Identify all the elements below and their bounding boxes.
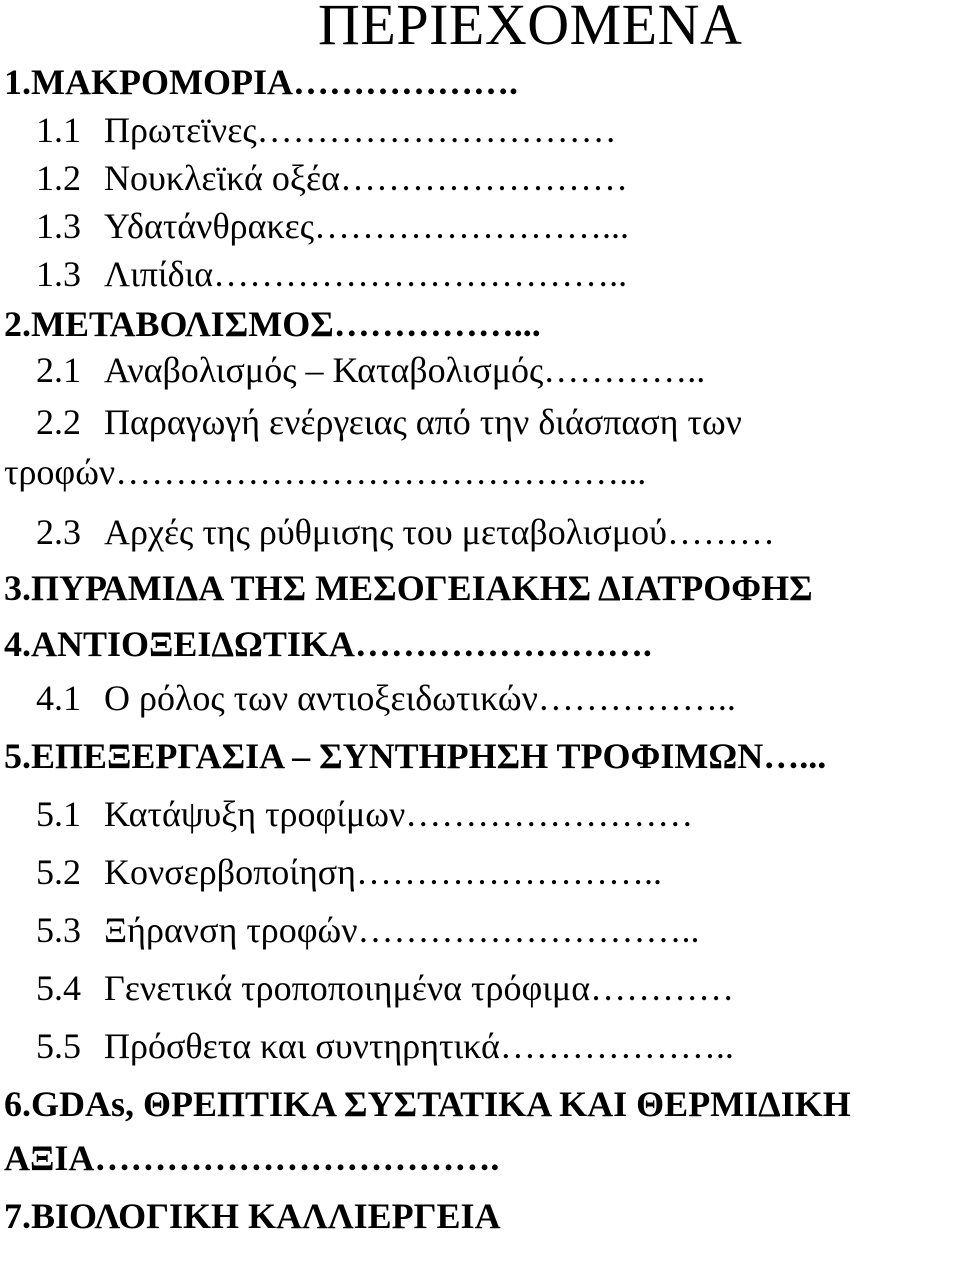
toc-entry bbox=[36, 110, 617, 150]
toc-entry-leader: …………………….. bbox=[356, 852, 662, 892]
toc-entry bbox=[36, 402, 742, 442]
toc-entry bbox=[4, 1196, 501, 1236]
toc-entry bbox=[4, 624, 652, 664]
toc-entry-label: Υδατάνθρακες bbox=[104, 206, 315, 246]
toc-entry-leader: ……………………. bbox=[354, 624, 652, 664]
toc-entry bbox=[4, 1138, 499, 1178]
toc-entry-number: 1.2 bbox=[36, 158, 81, 198]
toc-entry-number: 5.2 bbox=[36, 852, 81, 892]
toc-entry-label: ΑΝΤΙΟΞΕΙΔΩΤΙΚΑ bbox=[31, 624, 355, 664]
toc-entry-label: Κονσερβοποίηση bbox=[104, 852, 356, 892]
toc-entry-number: 1.1 bbox=[36, 110, 81, 150]
toc-entry-leader: …………….. bbox=[537, 678, 736, 718]
toc-entry-label: Ο ρόλος των αντιοξειδωτικών bbox=[104, 678, 538, 718]
toc-entry-leader: ………………. bbox=[292, 62, 518, 102]
toc-entry bbox=[36, 1026, 734, 1066]
toc-entry-leader: …... bbox=[763, 736, 827, 776]
toc-entry-label: ΠΥΡΑΜΙΔΑ ΤΗΣ ΜΕΣΟΓΕΙΑΚΗΣ ΔΙΑΤΡΟΦΗΣ bbox=[31, 568, 813, 608]
toc-entry bbox=[36, 678, 736, 718]
toc-entry-leader: ……… bbox=[666, 512, 775, 552]
toc-entry-label: Γενετικά τροποποιημένα τρόφιμα bbox=[104, 968, 591, 1008]
toc-entry-leader: ……………….. bbox=[499, 1026, 734, 1066]
toc-entry-leader: ……………………….. bbox=[357, 910, 700, 950]
toc-entry-number: 7. bbox=[4, 1196, 31, 1236]
toc-entry bbox=[4, 568, 813, 608]
toc-entry-leader: ……………………………………... bbox=[115, 452, 647, 492]
toc-entry-label: Πρωτεϊνες bbox=[104, 110, 257, 150]
toc-entry-label: Αναβολισμός – Καταβολισμός bbox=[104, 350, 544, 390]
toc-entry-number: 2. bbox=[4, 304, 31, 344]
toc-entry bbox=[36, 968, 734, 1008]
toc-entry-leader: …………………… bbox=[405, 794, 694, 834]
toc-entry-leader: ………… bbox=[590, 968, 735, 1008]
toc-entry bbox=[36, 910, 700, 950]
toc-entry-leader: ……………………………. bbox=[94, 1138, 500, 1178]
toc-entry-number: 1.3 bbox=[36, 254, 81, 294]
toc-entry-number: 5.4 bbox=[36, 968, 81, 1008]
toc-entry bbox=[4, 304, 541, 344]
toc-entry bbox=[4, 62, 518, 102]
toc-entry bbox=[36, 794, 693, 834]
toc-entry-label: Αρχές της ρύθμισης του μεταβολισμού bbox=[104, 512, 667, 552]
toc-entry-label: ΜΕΤΑΒΟΛΙΣΜΟΣ bbox=[31, 304, 334, 344]
toc-entry-label: Κατάψυξη τροφίμων bbox=[104, 794, 406, 834]
toc-entry bbox=[4, 1084, 851, 1124]
toc-entry-number: 2.1 bbox=[36, 350, 81, 390]
toc-entry-label: τροφών bbox=[4, 452, 116, 492]
toc-entry-number: 5. bbox=[4, 736, 31, 776]
toc-entry-label: Ξήρανση τροφών bbox=[104, 910, 358, 950]
toc-entry bbox=[4, 452, 646, 492]
toc-entry bbox=[36, 350, 705, 390]
toc-entry-number: 4. bbox=[4, 624, 31, 664]
toc-entry-label: ΒΙΟΛΟΓΙΚΗ ΚΑΛΛΙΕΡΓΕΙΑ bbox=[31, 1196, 501, 1236]
toc-entry-label: Πρόσθετα και συντηρητικά bbox=[104, 1026, 500, 1066]
page-title: ΠΕΡΙΕΧΟΜΕΝΑ bbox=[318, 0, 743, 57]
toc-entry-leader: ……………………... bbox=[314, 206, 630, 246]
toc-entry-number: 5.1 bbox=[36, 794, 81, 834]
toc-entry-number: 1. bbox=[4, 62, 31, 102]
toc-entry-label: ΜΑΚΡΟΜΟΡΙΑ bbox=[31, 62, 293, 102]
toc-entry bbox=[36, 254, 627, 294]
toc-entry-number: 5.5 bbox=[36, 1026, 81, 1066]
toc-entry bbox=[4, 736, 826, 776]
toc-entry-leader: ……………... bbox=[333, 304, 541, 344]
toc-entry-number: 2.2 bbox=[36, 402, 81, 442]
toc-entry bbox=[36, 512, 775, 552]
toc-entry-number: 4.1 bbox=[36, 678, 81, 718]
toc-entry-leader: …………………… bbox=[339, 158, 628, 198]
toc-entry-number: 5.3 bbox=[36, 910, 81, 950]
toc-entry-number: 2.3 bbox=[36, 512, 81, 552]
toc-entry-number: 3. bbox=[4, 568, 31, 608]
toc-entry-leader: ………………………… bbox=[256, 110, 617, 150]
toc-entry-label: Λιπίδια bbox=[104, 254, 214, 294]
toc-entry-label: Παραγωγή ενέργειας από την διάσπαση των bbox=[104, 402, 742, 442]
toc-entry-label: ΕΠΕΞΕΡΓΑΣΙΑ – ΣΥΝΤΗΡΗΣΗ ΤΡΟΦΙΜΩΝ bbox=[31, 736, 764, 776]
toc-entry bbox=[36, 852, 662, 892]
toc-entry-label: Νουκλεϊκά οξέα bbox=[104, 158, 340, 198]
toc-entry-leader: …………………………….. bbox=[213, 254, 628, 294]
toc-entry-number: 6. bbox=[4, 1084, 31, 1124]
toc-entry-number: 1.3 bbox=[36, 206, 81, 246]
toc-entry bbox=[36, 158, 628, 198]
toc-entry-label: ΑΞΙΑ bbox=[4, 1138, 95, 1178]
toc-entry-leader: ………….. bbox=[543, 350, 706, 390]
toc-entry bbox=[36, 206, 629, 246]
toc-entry-label: GDAs, ΘΡΕΠΤΙΚΑ ΣΥΣΤΑΤΙΚΑ ΚΑΙ ΘΕΡΜΙΔΙΚΗ bbox=[31, 1084, 851, 1124]
